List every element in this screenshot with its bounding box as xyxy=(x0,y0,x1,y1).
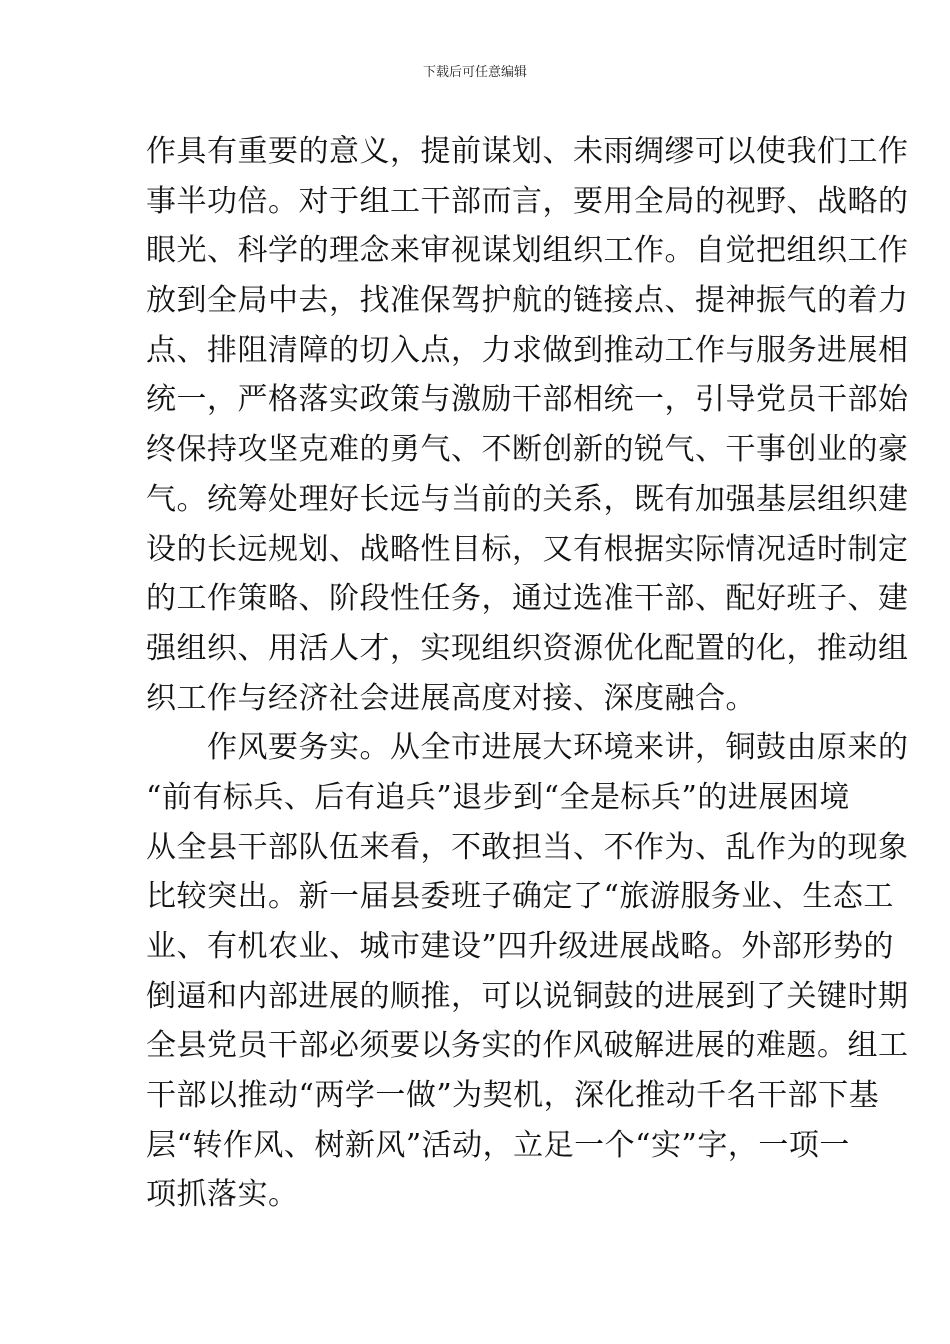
text-line: 作风要务实。从全市进展大环境来讲，铜鼓由原来的 xyxy=(146,730,909,766)
text-line: 统一，严格落实政策与激励干部相统一，引导党员干部始 xyxy=(146,382,909,418)
text-line: 作具有重要的意义，提前谋划、未雨绸缪可以使我们工作 xyxy=(146,134,909,169)
text-line: 织工作与经济社会进展高度对接、深度融合。 xyxy=(146,680,756,716)
text-line: 气。统筹处理好长远与当前的关系，既有加强基层组织建 xyxy=(146,481,909,517)
text-line: 事半功倍。对于组工干部而言，要用全局的视野、战略的 xyxy=(146,183,909,219)
text-line: 业、有机农业、城市建设”四升级进展战略。外部形势的 xyxy=(146,929,894,964)
text-line: 项抓落实。 xyxy=(146,1177,299,1213)
text-line: 层“转作风、树新风”活动，立足一个“实”字，一项一 xyxy=(146,1127,850,1163)
document-body xyxy=(146,127,909,1220)
text-line: 从全县干部队伍来看，不敢担当、不作为、乱作为的现象 xyxy=(146,829,909,865)
text-line: 全县党员干部必须要以务实的作风破解进展的难题。组工 xyxy=(146,1028,909,1064)
text-line: 点、排阻清障的切入点，力求做到推动工作与服务进展相 xyxy=(146,332,909,368)
text-line: 的工作策略、阶段性任务，通过选准干部、配好班子、建 xyxy=(146,581,909,617)
text-line: 终保持攻坚克难的勇气、不断创新的锐气、干事创业的豪 xyxy=(146,432,909,468)
page-header: 下载后可任意编辑 xyxy=(422,65,527,80)
text-line: 设的长远规划、战略性目标，又有根据实际情况适时制定 xyxy=(146,531,909,567)
text-line: 比较突出。新一届县委班子确定了“旅游服务业、生态工 xyxy=(146,879,894,915)
text-line: 放到全局中去，找准保驾护航的链接点、提神振气的着力 xyxy=(146,283,909,319)
text-line: 强组织、用活人才，实现组织资源优化配置的化，推动组 xyxy=(146,630,909,666)
text-line: 干部以推动“两学一做”为契机，深化推动千名干部下基 xyxy=(146,1078,880,1114)
text-line: 倒逼和内部进展的顺推，可以说铜鼓的进展到了关键时期 xyxy=(146,978,909,1014)
text-line: “前有标兵、后有追兵”退步到“全是标兵”的进展困境 xyxy=(146,779,850,815)
text-line: 眼光、科学的理念来审视谋划组织工作。自觉把组织工作 xyxy=(146,233,909,269)
